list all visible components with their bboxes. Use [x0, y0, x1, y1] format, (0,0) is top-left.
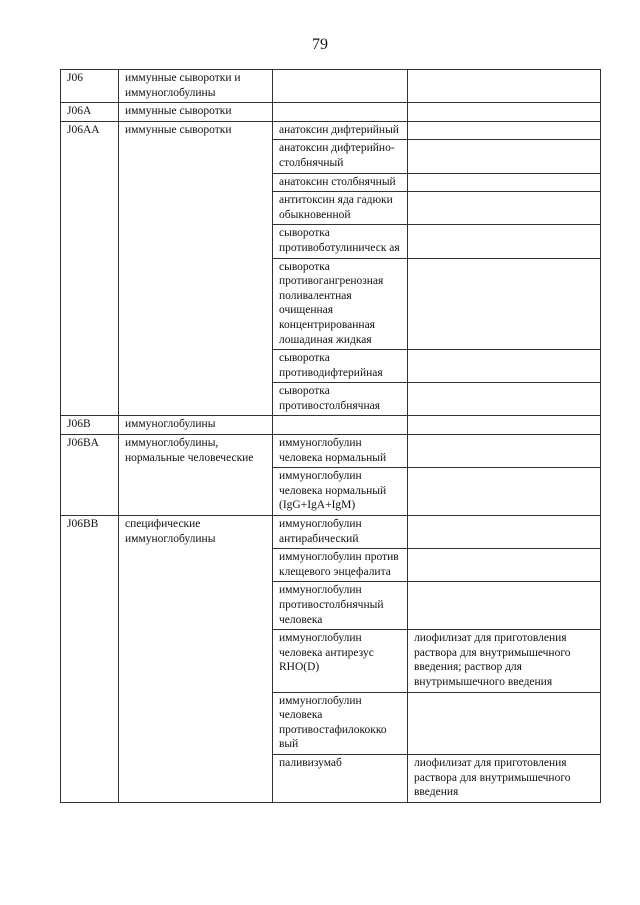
dosage-form-cell — [408, 383, 601, 416]
drug-name-cell: иммуноглобулин противостолбнячный человека — [273, 582, 408, 630]
dosage-form-cell — [408, 582, 601, 630]
drug-name-cell: сыворотка противоботулиническ ая — [273, 225, 408, 258]
dosage-form-cell: лиофилизат для приготовления раствора для внутримышечного введения; раствор для внутримышечного введения — [408, 630, 601, 692]
dosage-form-cell — [408, 350, 601, 383]
dosage-form-cell — [408, 103, 601, 122]
drug-name-cell: сыворотка противодифтерийная — [273, 350, 408, 383]
group-name-cell: специфические иммуноглобулины — [119, 516, 273, 803]
drug-name-cell: сыворотка противогангренозная поливалентная очищенная концентрированная лошадиная жидкая — [273, 258, 408, 350]
dosage-form-cell — [408, 225, 601, 258]
drug-name-cell: иммуноглобулин человека нормальный — [273, 435, 408, 468]
dosage-form-cell — [408, 468, 601, 516]
drug-name-cell: иммуноглобулин человека нормальный (IgG+IgA+IgM) — [273, 468, 408, 516]
drug-name-cell — [273, 70, 408, 103]
dosage-form-cell — [408, 192, 601, 225]
group-name-cell: иммунные сыворотки — [119, 121, 273, 416]
drug-name-cell: иммуноглобулин человека антирезус RHO(D) — [273, 630, 408, 692]
atc-code-cell: J06A — [61, 103, 119, 122]
group-name-cell: иммуноглобулины, нормальные человеческие — [119, 435, 273, 516]
dosage-form-cell — [408, 416, 601, 435]
table-row — [61, 121, 601, 140]
table-row — [61, 103, 601, 122]
group-name-cell: иммунные сыворотки и иммуноглобулины — [119, 70, 273, 103]
dosage-form-cell — [408, 70, 601, 103]
group-name-cell: иммуноглобулины — [119, 416, 273, 435]
table-row — [61, 70, 601, 103]
drug-name-cell: иммуноглобулин антирабический — [273, 516, 408, 549]
atc-code-cell: J06BA — [61, 435, 119, 516]
dosage-form-cell — [408, 692, 601, 754]
group-name-cell: иммунные сыворотки — [119, 103, 273, 122]
dosage-form-cell — [408, 173, 601, 192]
drug-name-cell: антитоксин яда гадюки обыкновенной — [273, 192, 408, 225]
drug-name-cell: анатоксин дифтерийно-столбнячный — [273, 140, 408, 173]
dosage-form-cell: лиофилизат для приготовления раствора для внутримышечного введения — [408, 754, 601, 802]
atc-code-cell: J06AA — [61, 121, 119, 416]
drug-name-cell: иммуноглобулин человека противостафилококко вый — [273, 692, 408, 754]
table-row — [61, 435, 601, 468]
atc-code-cell: J06B — [61, 416, 119, 435]
dosage-form-cell — [408, 140, 601, 173]
dosage-form-cell — [408, 435, 601, 468]
table-row — [61, 516, 601, 549]
drug-name-cell: паливизумаб — [273, 754, 408, 802]
dosage-form-cell — [408, 549, 601, 582]
drug-classification-table — [60, 69, 601, 803]
atc-code-cell: J06 — [61, 70, 119, 103]
drug-name-cell — [273, 103, 408, 122]
table-row — [61, 416, 601, 435]
dosage-form-cell — [408, 121, 601, 140]
drug-name-cell — [273, 416, 408, 435]
drug-name-cell: анатоксин дифтерийный — [273, 121, 408, 140]
drug-name-cell: сыворотка противостолбнячная — [273, 383, 408, 416]
drug-name-cell: анатоксин столбнячный — [273, 173, 408, 192]
page-number: 79 — [312, 36, 328, 53]
dosage-form-cell — [408, 258, 601, 350]
dosage-form-cell — [408, 516, 601, 549]
drug-name-cell: иммуноглобулин против клещевого энцефалита — [273, 549, 408, 582]
atc-code-cell: J06BB — [61, 516, 119, 803]
